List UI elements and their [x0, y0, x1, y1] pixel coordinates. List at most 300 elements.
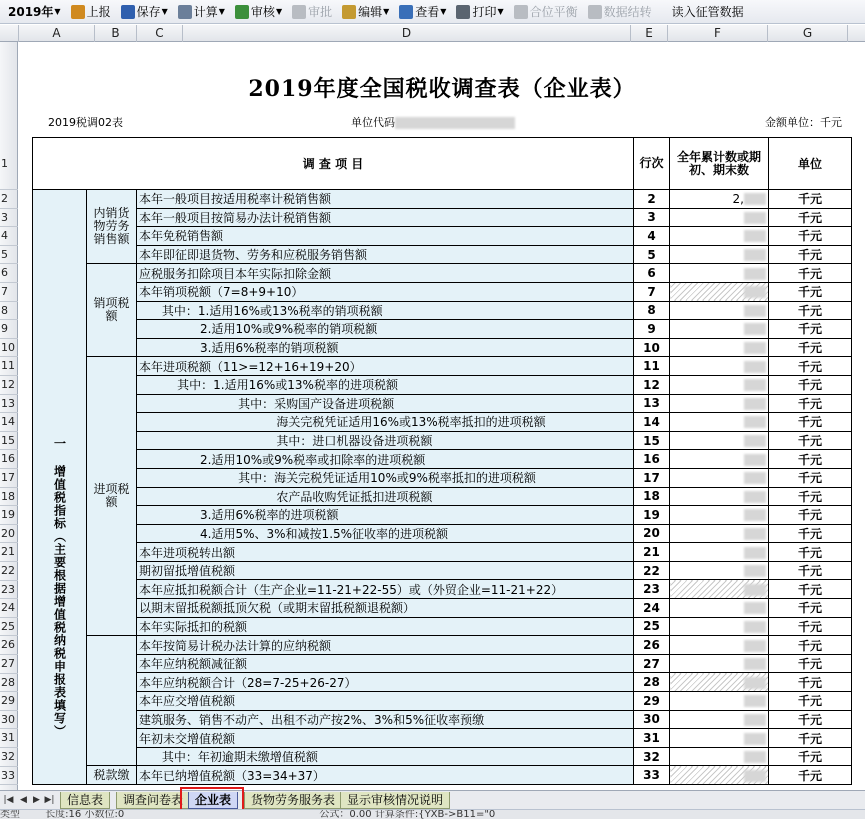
line-number: 29 — [634, 692, 670, 711]
item-label[interactable]: 年初未交增值税额 — [137, 729, 634, 748]
category-label: 进项税额 — [93, 482, 130, 510]
item-label[interactable]: 本年进项税额（11>=12+16+19+20） — [137, 357, 634, 376]
toolbar-item-4[interactable] — [288, 2, 336, 22]
item-label[interactable]: 本年一般项目按适用税率计税销售额 — [137, 190, 634, 209]
row-number[interactable]: 10 — [0, 339, 18, 358]
redacted-value — [744, 361, 766, 373]
line-number: 10 — [634, 338, 670, 357]
table-row — [33, 450, 852, 469]
save-icon — [121, 5, 135, 19]
value-cell[interactable] — [670, 301, 769, 320]
item-label[interactable]: 本年应抵扣税额合计（生产企业=11-21+22-55）或（外贸企业=11-21+22） — [137, 580, 634, 599]
row-number[interactable]: 5 — [0, 246, 18, 265]
chevron-down-icon: ▼ — [497, 7, 504, 16]
redacted-value — [744, 230, 766, 242]
line-number: 21 — [634, 543, 670, 562]
line-number: 23 — [634, 580, 670, 599]
toolbar-item-label: 计算 — [193, 5, 218, 19]
unit-cell: 千元 — [769, 338, 852, 357]
value-cell[interactable] — [670, 710, 769, 729]
form-code: 2019税调02表 — [48, 116, 123, 129]
table-row — [33, 301, 852, 320]
value-cell[interactable] — [670, 543, 769, 562]
unit-cell: 千元 — [769, 599, 852, 618]
row-number[interactable]: 24 — [0, 599, 18, 618]
table-row — [33, 599, 852, 618]
unit-cell: 千元 — [769, 227, 852, 246]
unit-cell: 千元 — [769, 468, 852, 487]
table-row — [33, 580, 852, 599]
item-label[interactable]: 其中：1.适用16%或13%税率的进项税额 — [137, 375, 634, 394]
table-row — [33, 320, 852, 339]
redacted-value — [744, 398, 766, 410]
item-label[interactable]: 期初留抵增值税额 — [137, 561, 634, 580]
view-icon — [399, 5, 413, 19]
row-number[interactable]: 14 — [0, 413, 18, 432]
toolbar-item-label: 审核 — [250, 5, 275, 19]
table-row — [33, 394, 852, 413]
category-cell[interactable] — [87, 636, 137, 766]
line-number: 11 — [634, 357, 670, 376]
line-number: 12 — [634, 375, 670, 394]
status-formula: 公式：0.00 计算条件:{YXB->B11="0 — [319, 809, 496, 819]
section-cell[interactable] — [33, 190, 87, 785]
table-row — [33, 543, 852, 562]
item-label[interactable]: 其中：海关完税凭证适用10%或9%税率抵扣的进项税额 — [137, 468, 634, 487]
value-cell[interactable] — [670, 487, 769, 506]
corner-cell[interactable] — [0, 25, 19, 42]
row-number[interactable]: 1 — [0, 137, 18, 190]
row-number[interactable]: 32 — [0, 748, 18, 767]
redacted-value — [744, 695, 766, 707]
line-number: 7 — [634, 282, 670, 301]
redacted-value — [744, 212, 766, 224]
unit-cell: 千元 — [769, 208, 852, 227]
last-sheet-icon[interactable]: ▶| — [44, 795, 55, 805]
toolbar-item-label: 打印 — [472, 5, 497, 19]
table-row — [33, 506, 852, 525]
row-number[interactable]: 28 — [0, 674, 18, 693]
row-number[interactable]: 12 — [0, 376, 18, 395]
prev-sheet-icon[interactable]: ◀ — [20, 795, 27, 805]
row-number[interactable]: 13 — [0, 395, 18, 414]
toolbar-item-label: 查看 — [415, 5, 440, 19]
category-cell[interactable] — [87, 357, 137, 636]
row-number[interactable]: 2 — [0, 190, 18, 209]
table-row — [33, 357, 852, 376]
line-number: 14 — [634, 413, 670, 432]
column-header-a[interactable]: A — [19, 25, 95, 42]
line-number: 20 — [634, 524, 670, 543]
column-header-c[interactable]: C — [137, 25, 183, 42]
category-label: 税款缴 — [93, 767, 130, 782]
table-row — [33, 636, 852, 655]
section-title: 一 增值税指标（主要根据增值税纳税申报表填写） — [52, 436, 67, 738]
column-header-f[interactable]: F — [668, 25, 768, 42]
value-cell[interactable] — [670, 636, 769, 655]
tab-info[interactable]: 信息表 — [60, 792, 110, 809]
toolbar-item-3[interactable] — [231, 2, 286, 22]
toolbar — [0, 0, 865, 24]
row-number[interactable]: 9 — [0, 320, 18, 339]
tab-questionnaire[interactable]: 调查问卷表 — [116, 792, 190, 809]
tab-enterprise[interactable]: 企业表 — [188, 792, 238, 809]
item-label[interactable]: 以期末留抵税额抵顶欠税（或期末留抵税额退税额） — [137, 599, 634, 618]
toolbar-item-2[interactable] — [174, 2, 229, 22]
chevron-down-icon: ▼ — [54, 7, 61, 16]
line-number: 25 — [634, 617, 670, 636]
item-label[interactable]: 建筑服务、销售不动产、出租不动产按2%、3%和5%征收率预缴 — [137, 710, 634, 729]
item-label[interactable]: 本年一般项目按简易办法计税销售额 — [137, 208, 634, 227]
redacted-unit-code — [395, 117, 515, 129]
category-cell[interactable] — [87, 264, 137, 357]
line-number: 9 — [634, 320, 670, 339]
item-label[interactable]: 本年即征即退货物、劳务和应税服务销售额 — [137, 245, 634, 264]
unit-cell: 千元 — [769, 673, 852, 692]
value-cell[interactable] — [670, 468, 769, 487]
row-number[interactable]: 27 — [0, 655, 18, 674]
chevron-down-icon: ▼ — [218, 7, 225, 16]
value-cell[interactable] — [670, 506, 769, 525]
value-cell[interactable] — [670, 580, 769, 599]
table-row — [33, 245, 852, 264]
category-cell[interactable] — [87, 190, 137, 264]
column-header-g[interactable]: G — [768, 25, 848, 42]
row-number[interactable]: 25 — [0, 618, 18, 637]
item-label[interactable]: 本年销项税额（7=8+9+10） — [137, 282, 634, 301]
row-number[interactable]: 3 — [0, 209, 18, 228]
category-label: 内销货物劳务销售额 — [93, 206, 130, 247]
value-cell[interactable] — [670, 245, 769, 264]
redacted-value — [744, 714, 766, 726]
item-label[interactable]: 本年进项税转出额 — [137, 543, 634, 562]
item-label[interactable]: 本年应纳税额合计（28=7-25+26-27） — [137, 673, 634, 692]
toolbar-item-label: 读入征管数据 — [671, 5, 744, 19]
redacted-value — [744, 602, 766, 614]
toolbar-item-6[interactable] — [395, 2, 450, 22]
table-row — [33, 747, 852, 766]
transfer-icon — [588, 5, 602, 19]
item-label[interactable]: 本年已纳增值税额（33=34+37） — [137, 766, 634, 785]
line-number: 32 — [634, 747, 670, 766]
item-label[interactable]: 本年实际抵扣的税额 — [137, 617, 634, 636]
line-number: 2 — [634, 190, 670, 209]
line-number: 3 — [634, 208, 670, 227]
value-cell[interactable] — [670, 617, 769, 636]
row-number[interactable]: 17 — [0, 469, 18, 488]
value-cell[interactable] — [670, 338, 769, 357]
item-label[interactable]: 其中：1.适用16%或13%税率的销项税额 — [137, 301, 634, 320]
unit-cell: 千元 — [769, 190, 852, 209]
line-number: 5 — [634, 245, 670, 264]
category-label: 销项税额 — [93, 296, 130, 324]
redacted-value — [744, 416, 766, 428]
form-title: 2019年度全国税收调查表（企业表） — [248, 76, 636, 102]
redacted-value — [744, 751, 766, 763]
redacted-value — [744, 658, 766, 670]
column-header-e[interactable]: E — [631, 25, 668, 42]
value-cell[interactable] — [670, 450, 769, 469]
toolbar-item-0[interactable] — [67, 2, 115, 22]
line-number: 15 — [634, 431, 670, 450]
row-number[interactable]: 15 — [0, 432, 18, 451]
row-number[interactable]: 11 — [0, 357, 18, 376]
header-unit: 单位 — [769, 138, 852, 190]
line-number: 19 — [634, 506, 670, 525]
table-row — [33, 524, 852, 543]
item-label[interactable]: 海关完税凭证适用16%或13%税率抵扣的进项税额 — [137, 413, 634, 432]
redacted-value — [744, 621, 766, 633]
redacted-value — [744, 305, 766, 317]
line-number: 33 — [634, 766, 670, 785]
row-number[interactable]: 8 — [0, 302, 18, 321]
value-cell[interactable] — [670, 431, 769, 450]
row-number[interactable]: 26 — [0, 636, 18, 655]
row-number[interactable]: 22 — [0, 562, 18, 581]
value-cell[interactable] — [670, 320, 769, 339]
redacted-value — [744, 286, 766, 298]
print-icon — [456, 5, 470, 19]
toolbar-item-7[interactable] — [452, 2, 507, 22]
value-cell[interactable] — [670, 747, 769, 766]
unit-cell: 千元 — [769, 654, 852, 673]
redacted-value — [744, 193, 766, 205]
redacted-value — [744, 528, 766, 540]
line-number: 8 — [634, 301, 670, 320]
row-number[interactable]: 29 — [0, 692, 18, 711]
table-header-row — [33, 138, 852, 190]
tab-goods-services[interactable]: 货物劳务服务表 — [244, 792, 342, 809]
unit-cell: 千元 — [769, 524, 852, 543]
unit-cell: 千元 — [769, 413, 852, 432]
table-row — [33, 710, 852, 729]
line-number: 18 — [634, 487, 670, 506]
value-cell[interactable] — [670, 413, 769, 432]
unit-cell: 千元 — [769, 394, 852, 413]
table-row — [33, 338, 852, 357]
value-cell[interactable] — [670, 190, 769, 209]
value-text: 2, — [732, 191, 744, 206]
row-number[interactable]: 23 — [0, 581, 18, 600]
line-number: 31 — [634, 729, 670, 748]
table-row — [33, 208, 852, 227]
item-label[interactable]: 应税服务扣除项目本年实际扣除金额 — [137, 264, 634, 283]
next-sheet-icon[interactable]: ▶ — [33, 795, 40, 805]
item-label[interactable]: 农产品收购凭证抵扣进项税额 — [137, 487, 634, 506]
unit-cell: 千元 — [769, 580, 852, 599]
redacted-value — [744, 640, 766, 652]
chevron-down-icon: ▼ — [383, 7, 390, 16]
unit-cell: 千元 — [769, 692, 852, 711]
line-number: 17 — [634, 468, 670, 487]
redacted-value — [744, 323, 766, 335]
redacted-value — [744, 472, 766, 484]
table-row — [33, 654, 852, 673]
column-header-d[interactable]: D — [183, 25, 631, 42]
redacted-value — [744, 435, 766, 447]
table-row — [33, 561, 852, 580]
item-label[interactable]: 本年应交增值税额 — [137, 692, 634, 711]
toolbar-item-label: 保存 — [136, 5, 161, 19]
item-label[interactable]: 本年按简易计税办法计算的应纳税额 — [137, 636, 634, 655]
row-number[interactable]: 18 — [0, 488, 18, 507]
row-number[interactable]: 19 — [0, 506, 18, 525]
line-number: 24 — [634, 599, 670, 618]
row-number[interactable]: 33 — [0, 767, 18, 786]
row-number[interactable]: 6 — [0, 264, 18, 283]
value-cell[interactable] — [670, 729, 769, 748]
table-row — [33, 190, 852, 209]
upload-icon — [71, 5, 85, 19]
table-row — [33, 468, 852, 487]
approve-icon — [292, 5, 306, 19]
value-cell[interactable] — [670, 524, 769, 543]
column-header — [0, 25, 865, 42]
toolbar-item-label: 数据结转 — [603, 5, 652, 19]
toolbar-item-5[interactable] — [338, 2, 393, 22]
unit-cell: 千元 — [769, 301, 852, 320]
year-label: 2019年 — [8, 5, 54, 19]
calculator-icon — [178, 5, 192, 19]
unit-cell: 千元 — [769, 617, 852, 636]
line-number: 22 — [634, 561, 670, 580]
year-selector[interactable] — [4, 2, 65, 22]
row-number[interactable]: 30 — [0, 711, 18, 730]
item-label[interactable]: 2.适用10%或9%税率的销项税额 — [137, 320, 634, 339]
status-length: 长度:16 小数位:0 — [45, 809, 125, 819]
value-cell[interactable] — [670, 227, 769, 246]
value-cell[interactable] — [670, 282, 769, 301]
table-row — [33, 692, 852, 711]
redacted-value — [744, 249, 766, 261]
table-row — [33, 431, 852, 450]
header-value: 全年累计数或期初、期末数 — [670, 138, 769, 190]
item-label[interactable]: 2.适用10%或9%税率或扣除率的进项税额 — [137, 450, 634, 469]
column-header-b[interactable]: B — [95, 25, 137, 42]
table-row — [33, 673, 852, 692]
unit-cell: 千元 — [769, 766, 852, 785]
status-type: 类型 — [0, 809, 20, 819]
value-cell[interactable] — [670, 673, 769, 692]
redacted-value — [744, 491, 766, 503]
item-label[interactable]: 本年应纳税额减征额 — [137, 654, 634, 673]
unit-cell: 千元 — [769, 636, 852, 655]
unit-code-label: 单位代码 — [351, 114, 515, 130]
redacted-value — [744, 342, 766, 354]
value-cell[interactable] — [670, 561, 769, 580]
line-number: 13 — [634, 394, 670, 413]
unit-cell: 千元 — [769, 561, 852, 580]
table-row — [33, 375, 852, 394]
unit-cell: 千元 — [769, 245, 852, 264]
unit-cell: 千元 — [769, 543, 852, 562]
unit-cell: 千元 — [769, 375, 852, 394]
header-line: 行次 — [634, 138, 670, 190]
header-item: 调 查 项 目 — [33, 138, 634, 190]
table-row — [33, 413, 852, 432]
balance-icon — [514, 5, 528, 19]
value-cell[interactable] — [670, 654, 769, 673]
toolbar-item-label: 上报 — [86, 5, 111, 19]
toolbar-item-label: 合位平衡 — [529, 5, 578, 19]
unit-cell: 千元 — [769, 450, 852, 469]
amount-unit: 金额单位：千元 — [765, 116, 842, 129]
table-row — [33, 617, 852, 636]
spreadsheet-area[interactable] — [19, 42, 865, 790]
table-row — [33, 282, 852, 301]
value-cell[interactable] — [670, 599, 769, 618]
toolbar-item-10[interactable] — [668, 2, 748, 22]
item-label[interactable]: 4.适用5%、3%和减按1.5%征收率的进项税额 — [137, 524, 634, 543]
unit-cell: 千元 — [769, 506, 852, 525]
redacted-value — [744, 454, 766, 466]
row-number[interactable]: 7 — [0, 283, 18, 302]
table-row — [33, 766, 852, 785]
toolbar-item-8[interactable] — [510, 2, 582, 22]
unit-cell: 千元 — [769, 264, 852, 283]
unit-cell: 千元 — [769, 710, 852, 729]
row-number[interactable]: 21 — [0, 543, 18, 562]
value-cell[interactable] — [670, 208, 769, 227]
item-label[interactable]: 其中：年初逾期未缴增值税额 — [137, 747, 634, 766]
chevron-down-icon: ▼ — [161, 7, 168, 16]
item-label[interactable]: 其中：进口机器设备进项税额 — [137, 431, 634, 450]
line-number: 4 — [634, 227, 670, 246]
unit-cell: 千元 — [769, 431, 852, 450]
unit-cell: 千元 — [769, 729, 852, 748]
tab-audit-notes[interactable]: 显示审核情况说明 — [340, 792, 450, 809]
line-number: 28 — [634, 673, 670, 692]
value-cell[interactable] — [670, 766, 769, 785]
row-number[interactable]: 4 — [0, 227, 18, 246]
value-cell[interactable] — [670, 375, 769, 394]
redacted-value — [744, 677, 766, 689]
value-cell[interactable] — [670, 264, 769, 283]
redacted-value — [744, 509, 766, 521]
row-header — [0, 42, 18, 790]
unit-cell: 千元 — [769, 487, 852, 506]
category-cell[interactable] — [87, 766, 137, 785]
line-number: 27 — [634, 654, 670, 673]
value-cell[interactable] — [670, 692, 769, 711]
unit-cell: 千元 — [769, 320, 852, 339]
redacted-value — [744, 268, 766, 280]
survey-table — [32, 137, 852, 785]
table-row — [33, 264, 852, 283]
first-sheet-icon[interactable]: |◀ — [3, 795, 14, 805]
item-label[interactable]: 本年免税销售额 — [137, 227, 634, 246]
redacted-value — [744, 379, 766, 391]
value-cell[interactable] — [670, 394, 769, 413]
row-number[interactable]: 31 — [0, 729, 18, 748]
value-cell[interactable] — [670, 357, 769, 376]
row-number[interactable]: 20 — [0, 525, 18, 544]
redacted-value — [744, 565, 766, 577]
item-label[interactable]: 3.适用6%税率的销项税额 — [137, 338, 634, 357]
unit-cell: 千元 — [769, 357, 852, 376]
toolbar-item-1[interactable] — [117, 2, 172, 22]
line-number: 6 — [634, 264, 670, 283]
chevron-down-icon: ▼ — [275, 7, 283, 16]
table-row — [33, 487, 852, 506]
item-label[interactable]: 其中：采购国产设备进项税额 — [137, 394, 634, 413]
table-row — [33, 729, 852, 748]
toolbar-item-9[interactable] — [584, 2, 656, 22]
redacted-value — [744, 770, 766, 782]
row-number[interactable]: 16 — [0, 450, 18, 469]
edit-icon — [342, 5, 356, 19]
item-label[interactable]: 3.适用6%税率的进项税额 — [137, 506, 634, 525]
